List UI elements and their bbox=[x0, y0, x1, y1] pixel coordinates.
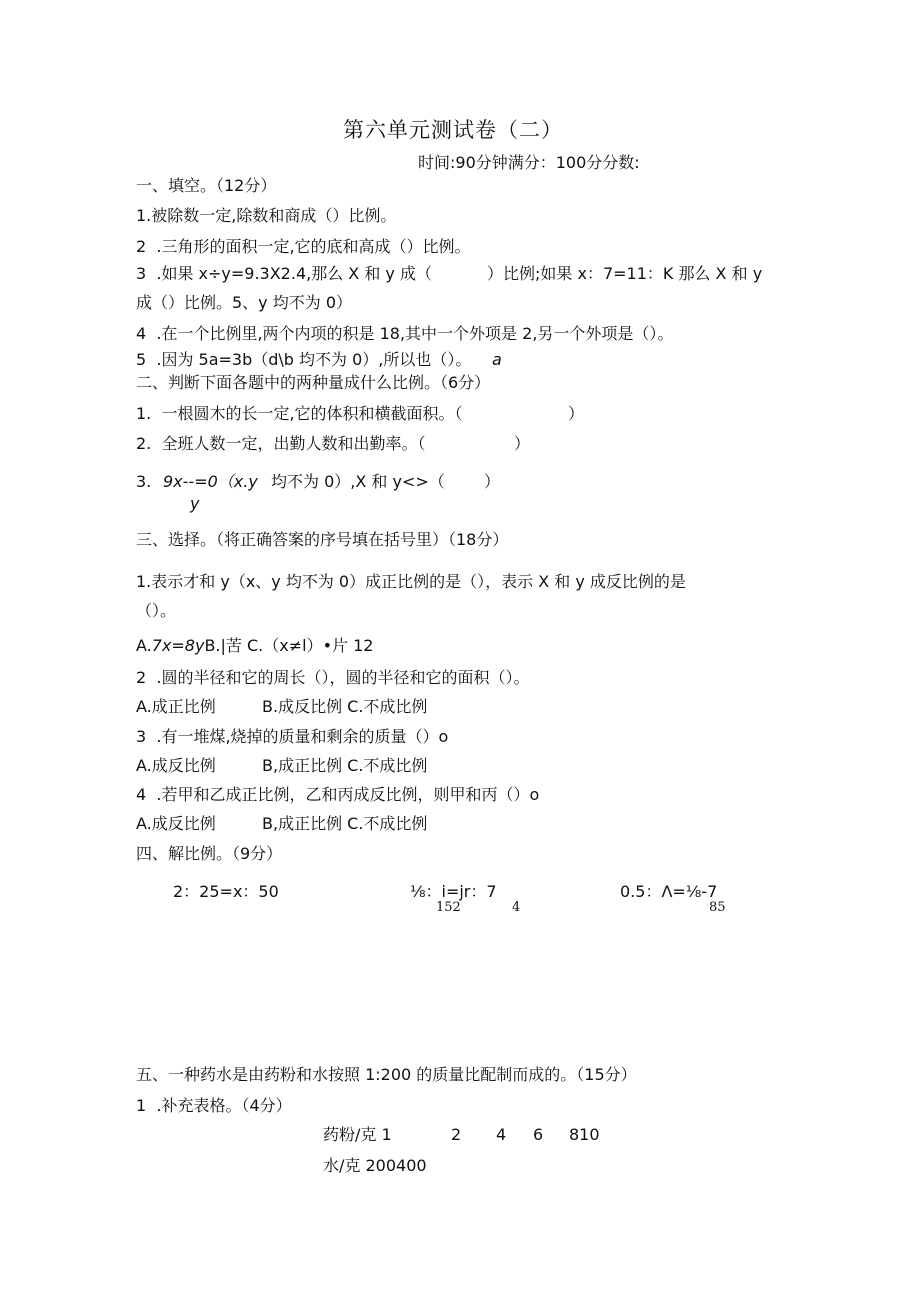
s2-question-3-text: 均不为 0）,X 和 y<>（ bbox=[271, 472, 445, 491]
s2-question-3-expr: 9x--=0（x.y bbox=[163, 472, 258, 491]
s2-question-1-close: ） bbox=[568, 404, 585, 423]
s3-question-4: 4 .若甲和乙成正比例，乙和丙成反比例，则甲和丙（）o bbox=[136, 785, 540, 804]
s2-question-2: 2. 全班人数一定，出勤人数和出勤率。（ bbox=[136, 434, 426, 453]
s3-q1-options-rest: B.|苦 C.（x≠l）•片 12 bbox=[204, 636, 374, 655]
section-2-heading: 二、判断下面各题中的两种量成什么比例。（6分） bbox=[136, 373, 491, 392]
s4-equation-2: ⅛：i=jr：7 bbox=[410, 882, 497, 901]
s1-question-4: 4 .在一个比例里,两个内项的积是 18,其中一个外项是 2,另一个外项是（）。 bbox=[136, 324, 674, 343]
s1-question-3-part-c: 成（）比例。5、y 均不为 0） bbox=[136, 293, 353, 312]
section-5-heading: 五、一种药水是由药粉和水按照 1:200 的质量比配制而成的。（15分） bbox=[136, 1065, 637, 1084]
s5-question-1: 1 .补充表格。（4分） bbox=[136, 1096, 292, 1115]
s3-question-1-line-2: （）。 bbox=[136, 601, 177, 620]
s3-question-1-options bbox=[136, 638, 373, 654]
s2-question-2-close: ） bbox=[514, 434, 531, 453]
exam-meta: 时间:90分钟满分：100分分数: bbox=[418, 153, 640, 172]
s5-table-row-powder-value: 2 bbox=[451, 1125, 462, 1144]
s1-question-5-tail: a bbox=[492, 350, 502, 369]
s1-question-3-part-b: ）比例;如果 x：7=11：K 那么 X 和 y bbox=[487, 264, 763, 283]
s3-q1-option-a-expr: 7x=8y bbox=[151, 636, 205, 655]
s3-question-1-line-1: 1.表示才和 y（x、y 均不为 0）成正比例的是（），表示 X 和 y 成反比例的是 bbox=[136, 572, 686, 591]
s1-question-3-part-a: 3 .如果 x÷y=9.3X2.4,那么 X 和 y 成（ bbox=[136, 264, 432, 283]
s3-q3-option-bc: B,成正比例 C.不成比例 bbox=[262, 756, 428, 775]
s5-table-row-powder-label: 药粉/克 1 bbox=[323, 1125, 392, 1144]
s2-question-3-close: ） bbox=[484, 472, 501, 491]
section-4-heading: 四、解比例。（9分） bbox=[136, 844, 283, 863]
s3-q3-option-a: A.成反比例 bbox=[136, 756, 216, 775]
s4-equation-3: 0.5：Λ=⅛-7 bbox=[620, 882, 718, 901]
s3-q2-option-a: A.成正比例 bbox=[136, 697, 216, 716]
s1-question-2: 2 .三角形的面积一定,它的底和高成（）比例。 bbox=[136, 237, 471, 256]
s5-table-row-powder-value: 6 bbox=[533, 1125, 544, 1144]
s4-equation-2-sub-2: 4 bbox=[512, 900, 521, 915]
s2-question-1: 1. 一根圆木的长一定,它的体积和横截面积。（ bbox=[136, 404, 463, 423]
s4-equation-3-sub: 85 bbox=[709, 900, 726, 915]
s5-table-row-powder-value: 4 bbox=[496, 1125, 507, 1144]
s3-q4-option-a: A.成反比例 bbox=[136, 814, 216, 833]
s2-question-3-denominator: y bbox=[190, 494, 200, 513]
s5-table-row-water: 水/克 200400 bbox=[323, 1156, 427, 1175]
section-3-heading: 三、选择。（将正确答案的序号填在括号里）（18分） bbox=[136, 530, 509, 549]
s3-q1-option-a-label: A. bbox=[136, 636, 152, 655]
s4-equation-2-sub-1: 152 bbox=[436, 900, 461, 915]
s3-q2-option-bc: B.成反比例 C.不成比例 bbox=[262, 697, 428, 716]
s3-question-3: 3 .有一堆煤,烧掉的质量和剩余的质量（）o bbox=[136, 727, 449, 746]
s2-question-3-number: 3. bbox=[136, 472, 152, 491]
s5-table-row-powder-value: 810 bbox=[569, 1125, 600, 1144]
s1-question-5: 5 .因为 5a=3b（d\b 均不为 0）,所以也（）。 bbox=[136, 350, 472, 369]
page-title: 第六单元测试卷（二） bbox=[343, 118, 563, 142]
s3-q4-option-bc: B,成正比例 C.不成比例 bbox=[262, 814, 428, 833]
s3-question-2: 2 .圆的半径和它的周长（），圆的半径和它的面积（）。 bbox=[136, 668, 530, 687]
section-1-heading: 一、填空。（12分） bbox=[136, 176, 277, 195]
s4-equation-1: 2：25=x：50 bbox=[173, 882, 279, 901]
s1-question-1: 1.被除数一定,除数和商成（）比例。 bbox=[136, 206, 397, 225]
